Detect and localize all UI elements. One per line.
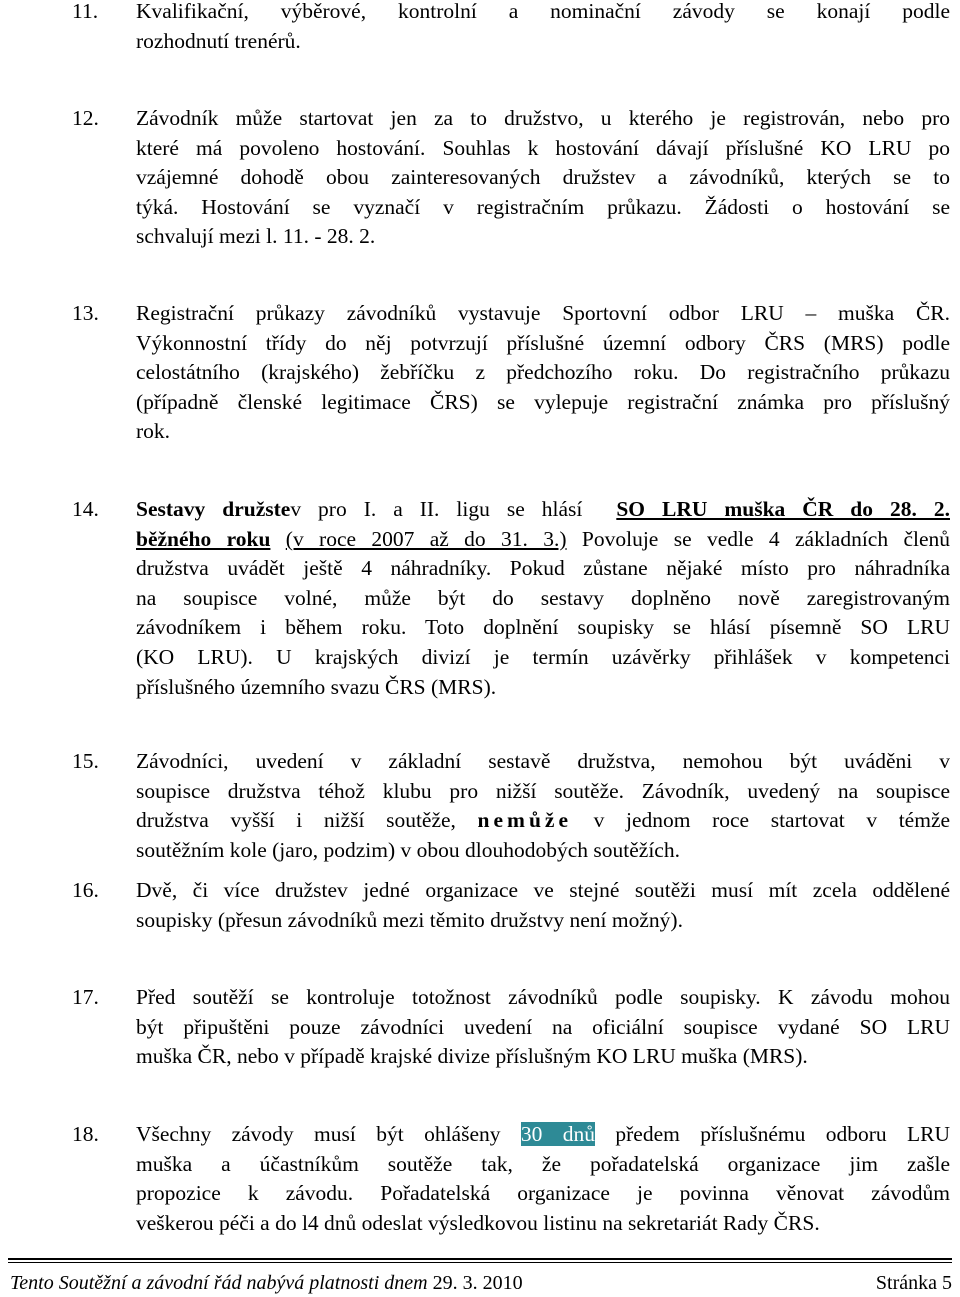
- text-line: propozice k závodu. Pořadatelská organizace je povinna věnovat závodům: [136, 1181, 950, 1206]
- text-line: Registrační průkazy závodníků vystavuje Sportovní odbor LRU – muška ČR.: [136, 301, 950, 325]
- text-run: družstva vyšší i nižší soutěže,: [136, 808, 456, 833]
- text-line: [136, 495, 950, 525]
- text-line: soupisce družstva téhož klubu pro nižší soutěže. Závodník, uvedený na soupisce: [136, 778, 950, 803]
- text-run: Povoluje se vedle 4 základních členů: [581, 526, 951, 551]
- text-line: vzájemné dohodě obou zainteresovaných družstev a závodníků, kterých se to: [136, 165, 950, 190]
- footer-divider: [8, 1258, 952, 1260]
- text-line: (případně členské legitimace ČRS) se vylepuje registrační známka pro příslušný: [136, 389, 950, 414]
- footer-validity-text: Tento Soutěžní a závodní řád nabývá platnosti dnem: [10, 1272, 428, 1294]
- text-line: [136, 1120, 950, 1150]
- text-line: soupisky (přesun závodníků mezi těmito družstvy není možný).: [136, 907, 683, 932]
- text-line: schvalují mezi l. 11. - 28. 2.: [136, 224, 376, 249]
- item-number: 18.: [72, 1122, 99, 1146]
- text-line: rok.: [136, 419, 171, 444]
- text-line: [136, 806, 950, 836]
- text-line: muška a účastníkům soutěže tak, že pořadatelská organizace jim zašle: [136, 1151, 950, 1176]
- text-line: týká. Hostování se vyznačí v registračním průkazu. Žádosti o hostování se: [136, 194, 950, 219]
- footer-date: 29. 3. 2010: [432, 1272, 523, 1294]
- emphasis-deadline: SO LRU muška ČR do 28. 2.: [616, 497, 950, 521]
- text-line: které má povoleno hostování. Souhlas k hostování dávají příslušné KO LRU po: [136, 135, 950, 160]
- text-run: předem příslušnému odboru LRU: [615, 1122, 950, 1146]
- text-run: v pro I. a II. ligu se hlásí: [290, 497, 583, 521]
- text-line: Kvalifikační, výběrové, kontrolní a nominační závody se konají podle: [136, 0, 950, 23]
- emphasis-year: běžného roku: [136, 526, 271, 551]
- text-line: být připuštěni pouze závodníci uvedení na oficiální soupisce vydané SO LRU: [136, 1014, 950, 1039]
- item-number: 17.: [72, 985, 99, 1009]
- text-run: Všechny závody musí být ohlášeny: [136, 1122, 501, 1146]
- underlined-note: (v roce 2007 až do 31. 3.): [285, 526, 567, 551]
- text-line: Výkonnostní třídy do něj potvrzují příslušné územní odbory ČRS (MRS) podle: [136, 330, 950, 355]
- text-line: závodníkem i během roku. Toto doplnění soupisky se hlásí písemně SO LRU: [136, 615, 950, 640]
- text-line: družstva uvádět ještě 4 náhradníky. Pokud zůstane nějaké místo pro náhradníka: [136, 556, 950, 581]
- text-line: veškerou péči a do l4 dnů odeslat výsledkovou listinu na sekretariát Rady ČRS.: [136, 1210, 820, 1235]
- item-number: 14.: [72, 497, 99, 521]
- text-line: soutěžním kole (jaro, podzim) v obou dlouhodobých soutěžích.: [136, 837, 680, 862]
- text-line: muška ČR, nebo v případě krajské divize příslušným KO LRU muška (MRS).: [136, 1044, 808, 1069]
- text-line: na soupisce volné, může být do sestavy doplněno nově zaregistrovaným: [136, 585, 950, 610]
- text-line: příslušného územního svazu ČRS (MRS).: [136, 674, 497, 699]
- item-number: 15.: [72, 749, 99, 773]
- emphasis-text: Sestavy družste: [136, 497, 291, 521]
- text-line: Dvě, či více družstev jedné organizace ve stejné soutěži musí mít zcela oddělené: [136, 878, 950, 902]
- text-line: (KO LRU). U krajských divizí je termín uzávěrky přihlášek v kompetenci: [136, 645, 950, 669]
- text-run: v jednom roce startovat v témže: [593, 808, 951, 833]
- page-number: Stránka 5: [875, 1272, 952, 1294]
- text-line: Závodníci, uvedení v základní sestavě družstva, nemohou být uváděni v: [136, 749, 950, 773]
- text-line: rozhodnutí trenérů.: [136, 28, 301, 53]
- item-number: 12.: [72, 106, 99, 130]
- emphasis-spaced: nemůže: [477, 808, 572, 833]
- text-line: [136, 525, 950, 555]
- text-line: Před soutěží se kontroluje totožnost závodníků podle soupisky. K závodu mohou: [136, 985, 950, 1009]
- footer-divider-thin: [8, 1262, 952, 1263]
- highlighted-deadline: 30 dnů: [520, 1122, 596, 1146]
- item-number: 11.: [72, 0, 99, 23]
- text-line: Závodník může startovat jen za to družstvo, u kterého je registrován, nebo pro: [136, 106, 950, 130]
- item-number: 13.: [72, 301, 99, 325]
- text-line: celostátního (krajského) žebříčku z předchozího roku. Do registračního průkazu: [136, 360, 950, 385]
- item-number: 16.: [72, 878, 99, 902]
- footer-validity-note: [10, 1270, 523, 1296]
